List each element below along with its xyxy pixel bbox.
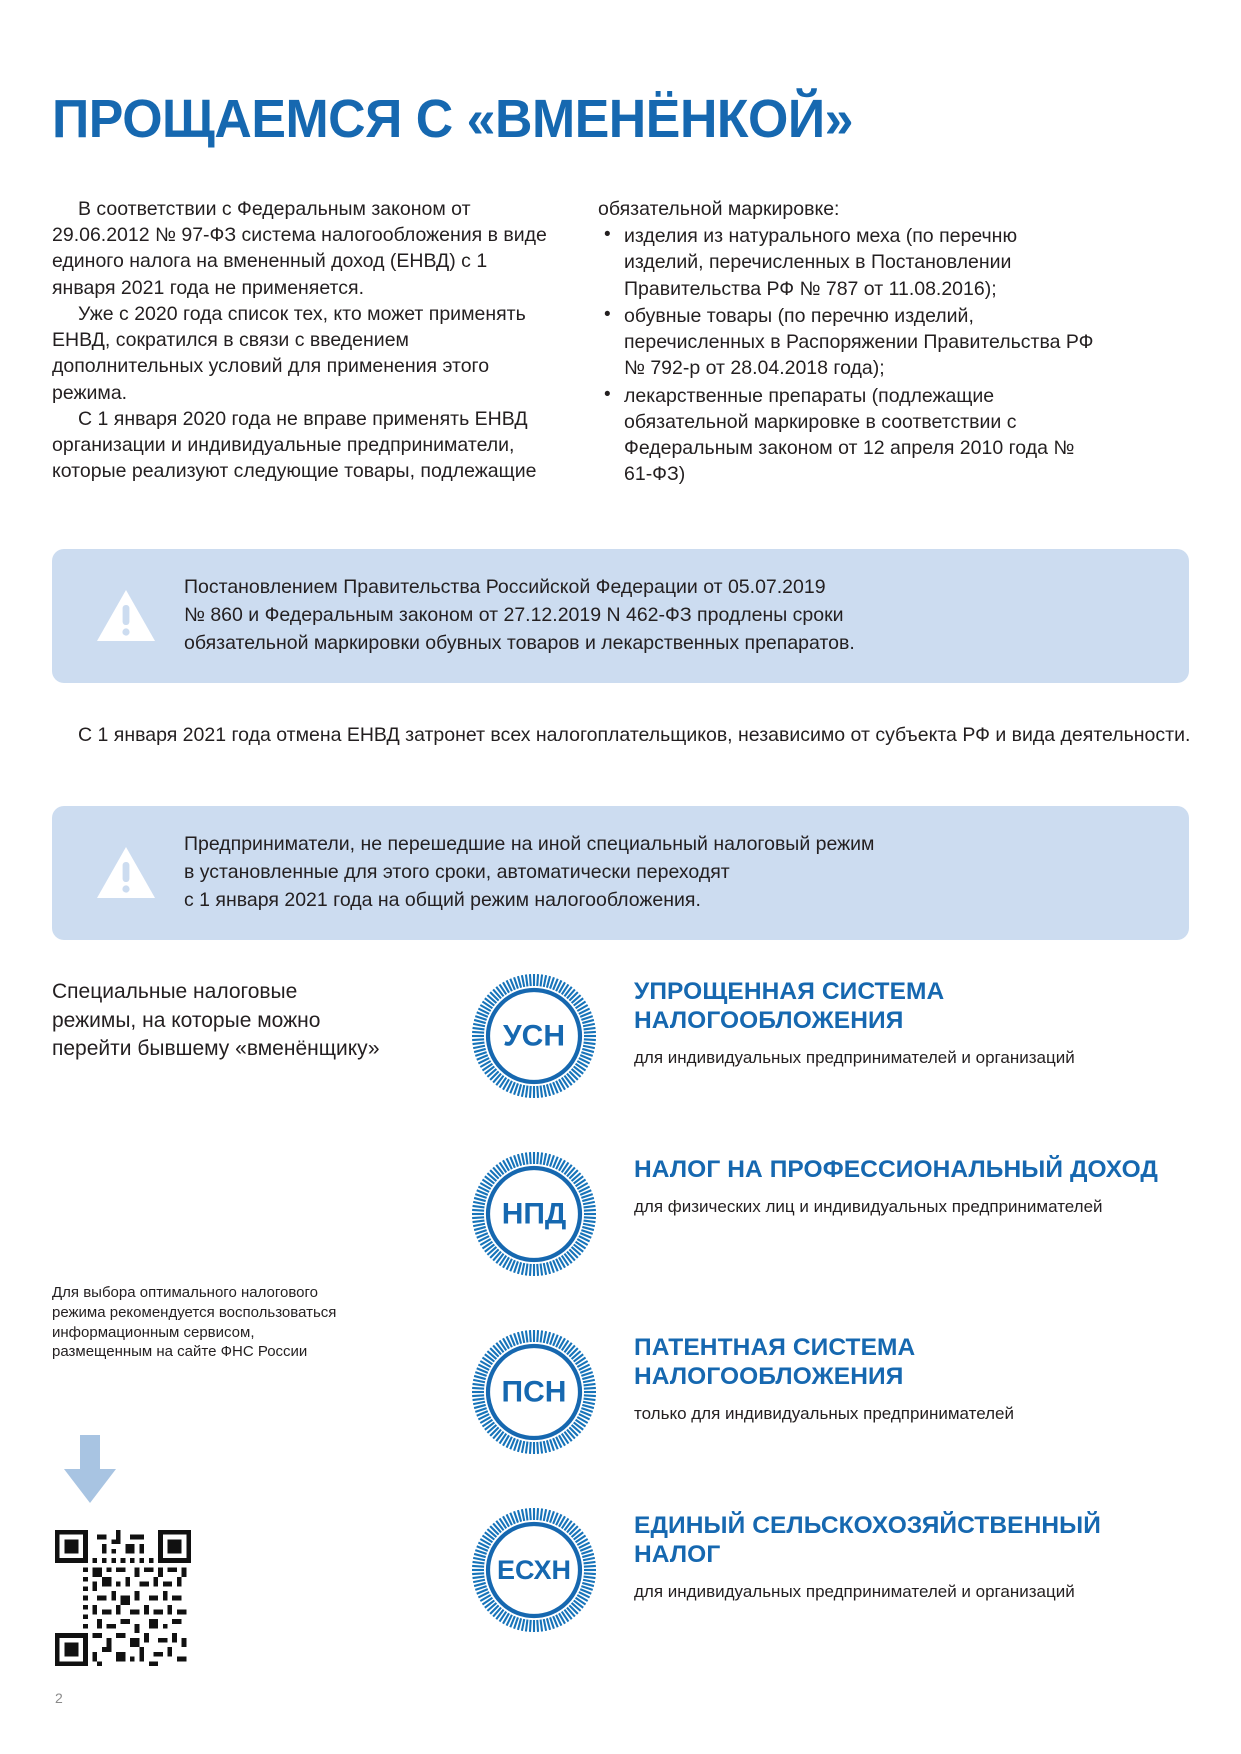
regime-row-psn (470, 1326, 1190, 1504)
regime-body (598, 970, 1190, 1070)
callout-text (170, 574, 855, 658)
intro-paragraph: С 1 января 2020 года не вправе применять ЕНВД организации и индивидуальные предприниматели, которые реализуют следующие товары, подлежащие (52, 407, 537, 483)
regime-title: НАЛОГ НА ПРОФЕССИОНАЛЬНЫЙ ДОХОД (634, 1156, 1158, 1183)
list-item: • обувные товары (по перечню изделий, перечисленных в Распоряжении Правительства РФ № 792-р от 28.04.2018 года); (598, 303, 1098, 382)
warning-icon (82, 845, 170, 901)
regime-description: только для индивидуальных предпринимателей (634, 1403, 1014, 1423)
callout-line: в установленные для этого сроки, автоматически переходят (184, 861, 730, 884)
intro-paragraph: Уже с 2020 года список тех, кто может применять ЕНВД, сократился в связи с введением дополнительных условий для применения этого режима. (52, 302, 526, 404)
page-title: ПРОЩАЕМСЯ С «ВМЕНЁНКОЙ» (52, 89, 854, 149)
badge-abbr: НПД (501, 1197, 567, 1231)
regime-row-usn (470, 970, 1190, 1148)
page-number: 2 (55, 1690, 63, 1706)
regime-row-npd (470, 1148, 1190, 1326)
callout-line: Предприниматели, не перешедшие на иной специальный налоговый режим (184, 833, 875, 856)
badge-abbr: УСН (503, 1019, 565, 1053)
callout-line: с 1 января 2021 года на общий режим налогообложения. (184, 888, 701, 911)
regime-description: для индивидуальных предпринимателей и организаций (634, 1047, 1075, 1067)
regime-title: ПАТЕНТНАЯ СИСТЕМА НАЛОГООБЛОЖЕНИЯ (634, 1334, 916, 1390)
regime-row-eshn (470, 1504, 1190, 1682)
marked-goods-list (598, 223, 1098, 487)
eshn-stamp-icon (470, 1506, 598, 1634)
callout-line: Постановлением Правительства Российской Федерации от 05.07.2019 (184, 576, 826, 599)
marking-lead-text: обязательной маркировке: (598, 198, 840, 220)
callout-line: № 860 и Федеральным законом от 27.12.2019 N 462-ФЗ продлены сроки (184, 604, 844, 627)
badge-abbr: ПСН (501, 1375, 567, 1409)
list-item: • изделия из натурального меха (по перечню изделий, перечисленных в Постановлении Правительства РФ № 787 от 11.08.2016); (598, 223, 1098, 302)
regime-description: для индивидуальных предпринимателей и организаций (634, 1581, 1075, 1601)
down-arrow-icon (62, 1435, 118, 1505)
intro-right-column (598, 196, 1098, 487)
regimes-intro-text: Специальные налоговые режимы, на которые можно перейти бывшему «вменёнщику» (52, 980, 380, 1061)
badge-abbr: ЕСХН (497, 1555, 571, 1585)
regime-description: для физических лиц и индивидуальных предпринимателей (634, 1196, 1103, 1216)
regime-title: ЕДИНЫЙ СЕЛЬСКОХОЗЯЙСТВЕННЫЙ НАЛОГ (634, 1512, 1101, 1568)
npd-stamp-icon (470, 1150, 598, 1278)
intro-left-column (52, 196, 552, 487)
warning-icon (82, 588, 170, 644)
regime-body (598, 1504, 1190, 1604)
regime-body (598, 1148, 1158, 1219)
middle-paragraph: С 1 января 2021 года отмена ЕНВД затронет всех налогоплательщиков, независимо от субъекта РФ и вида деятельности. (78, 724, 1191, 746)
intro-section (52, 196, 1192, 487)
qr-code-icon[interactable] (55, 1530, 191, 1666)
psn-stamp-icon (470, 1328, 598, 1456)
callout-line: обязательной маркировки обувных товаров и лекарственных препаратов. (184, 631, 855, 654)
callout-text (170, 831, 874, 915)
regime-title: УПРОЩЕННАЯ СИСТЕМА НАЛОГООБЛОЖЕНИЯ (634, 978, 945, 1034)
callout-box-automatic-transition (52, 806, 1189, 940)
tax-regimes-list (470, 970, 1190, 1682)
usn-stamp-icon (470, 972, 598, 1100)
service-note-text: Для выбора оптимального налогового режима рекомендуется воспользоваться информационным сервисом, размещенным на сайте ФНС России (52, 1284, 337, 1361)
intro-paragraph: В соответствии с Федеральным законом от 29.06.2012 № 97-ФЗ система налогообложения в виде единого налога на вмененный доход (ЕНВД) с 1 января 2021 года не применяется. (52, 198, 547, 299)
list-item: • лекарственные препараты (подлежащие обязательной маркировке в соответствии с Федеральным законом от 12 апреля 2010 года № 61-ФЗ) (598, 383, 1098, 488)
callout-box-marking-deadlines (52, 549, 1189, 683)
regime-body (598, 1326, 1190, 1426)
